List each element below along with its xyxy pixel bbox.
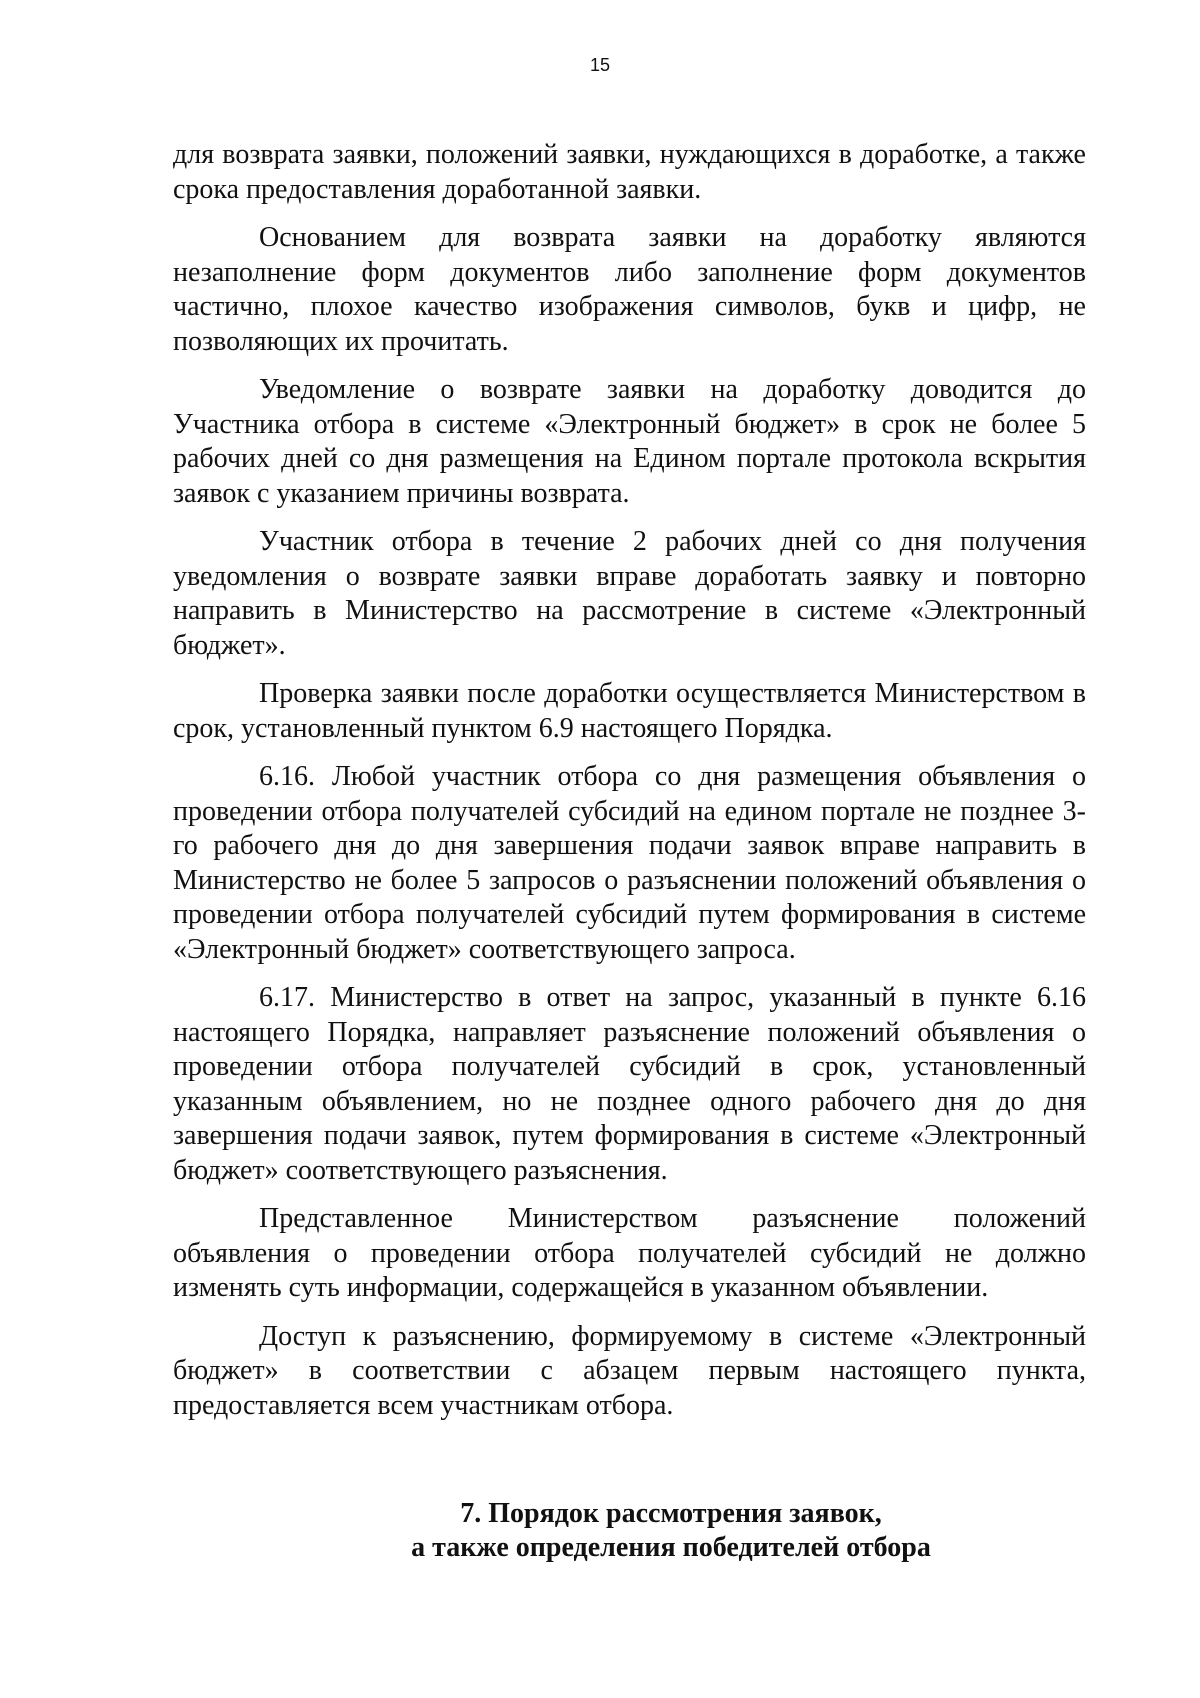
paragraph-clarification-access: Доступ к разъяснению, формируемому в системе «Электронный бюджет» в соответствии с абзацем первым настоящего пункта, предоставляется всем участникам отбора. [173, 1320, 1086, 1421]
document-body [173, 138, 1086, 1437]
paragraph-return-grounds: Основанием для возврата заявки на доработку являются незаполнение форм документов либо заполнение форм документов частично, плохое качество изображения символов, букв и цифр, не позволяющих их прочитать. [173, 222, 1086, 357]
paragraph-continuation: для возврата заявки, положений заявки, нуждающихся в доработке, а также срока предоставления доработанной заявки. [173, 139, 1086, 205]
paragraph-clause-6-16: 6.16. Любой участник отбора со дня размещения объявления о проведении отбора получателей субсидий на едином портале не позднее 3-го рабочего дня до дня завершения подачи заявок вправе направить в Министерство не более 5 запросов о разъяснении положений объявления о проведении отбора получателей субсидий путем формирования в системе «Электронный бюджет» соответствующего запроса. [173, 761, 1086, 965]
paragraph-clause-6-17: 6.17. Министерство в ответ на запрос, указанный в пункте 6.16 настоящего Порядка, направляет разъяснение положений объявления о проведении отбора получателей субсидий в срок, установленный указанным объявлением, но не позднее одного рабочего дня до дня завершения подачи заявок, путем формирования в системе «Электронный бюджет» соответствующего разъяснения. [173, 982, 1086, 1186]
section-heading-line-2: а также определения победителей отбора [411, 1532, 931, 1563]
paragraph-clarification-scope: Представленное Министерством разъяснение положений объявления о проведении отбора получателей субсидий не должно изменять суть информации, содержащейся в указанном объявлении. [173, 1203, 1086, 1303]
paragraph-rework-period: Участник отбора в течение 2 рабочих дней со дня получения уведомления о возврате заявки вправе доработать заявку и повторно направить в Министерство на рассмотрение в системе «Электронный бюджет». [173, 526, 1086, 661]
section-heading-line-1: 7. Порядок рассмотрения заявок, [460, 1498, 882, 1529]
page-number: 15 [589, 55, 611, 75]
paragraph-rework-check: Проверка заявки после доработки осуществляется Министерством в срок, установленный пунктом 6.9 настоящего Порядка. [173, 678, 1086, 744]
section-heading [395, 1497, 947, 1565]
paragraph-return-notice: Уведомление о возврате заявки на доработку доводится до Участника отбора в системе «Электронный бюджет» в срок не более 5 рабочих дней со дня размещения на Едином портале протокола вскрытия заявок с указанием причины возврата. [173, 374, 1086, 509]
